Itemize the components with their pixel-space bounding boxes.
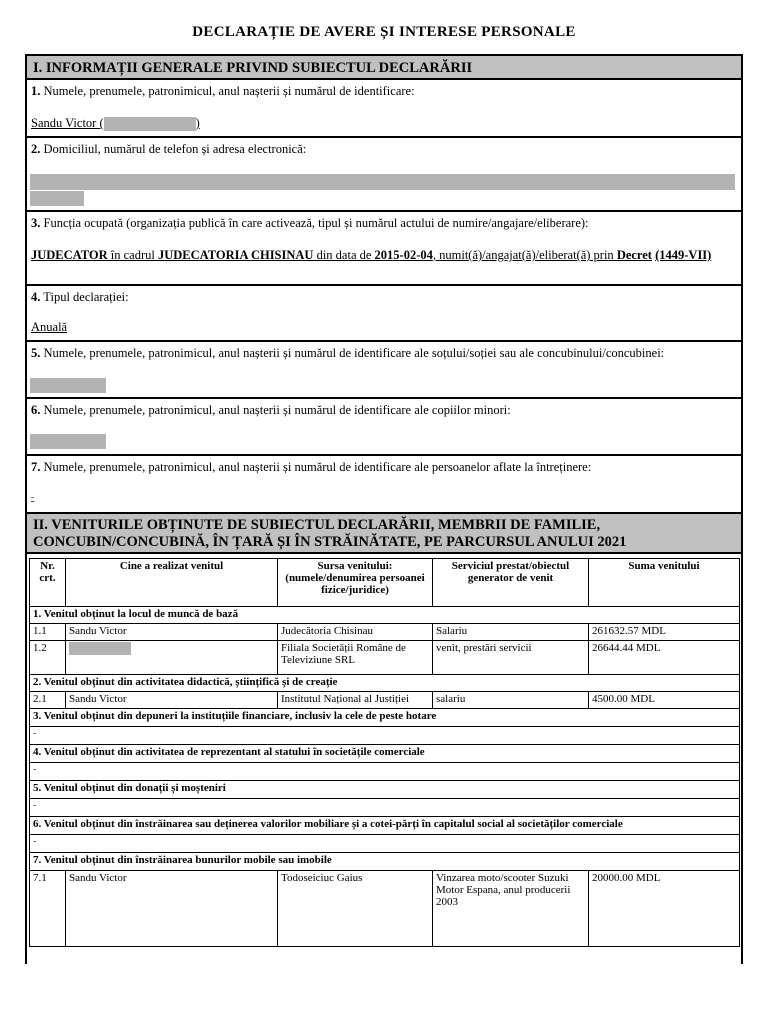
- cell-sum: 4500.00 MDL: [589, 692, 740, 709]
- q3-position: JUDECATOR: [31, 248, 108, 262]
- q6-text: Numele, prenumele, patronimicul, anul nașterii și numărul de identificare ale copiilor minori:: [40, 403, 511, 417]
- col-header-nr: Nr. crt.: [30, 559, 66, 607]
- category-3: 3. Venitul obținut din depuneri la instituțiile financiare, inclusiv la cele de peste hotare: [30, 709, 740, 727]
- col-header-who: Cine a realizat venitul: [66, 559, 278, 607]
- redacted-spouse: [30, 378, 106, 393]
- redacted-address-line2: [30, 191, 84, 206]
- q3-act-number: (1449-VII): [655, 248, 712, 262]
- category-4: 4. Venitul obținut din activitatea de reprezentant al statului în societățile comerciale: [30, 745, 740, 763]
- col-header-sum: Suma venitului: [589, 559, 740, 607]
- section-1-heading: I. INFORMAȚII GENERALE PRIVIND SUBIECTUL DECLARĂRII: [25, 54, 743, 80]
- cell-nr: 1.1: [30, 624, 66, 641]
- section-2-heading-line2: CONCUBIN/CONCUBINĂ, ÎN ȚARĂ ȘI ÎN STRĂINĂTATE, PE PARCURSUL ANULUI 2021: [33, 534, 627, 550]
- question-1: [25, 80, 743, 138]
- question-6: [25, 399, 743, 456]
- q1-text: Numele, prenumele, patronimicul, anul nașterii și numărul de identificare:: [40, 84, 415, 98]
- q1-name: Sandu Victor (: [31, 116, 104, 130]
- question-7: [25, 456, 743, 513]
- category-7: 7. Venitul obținut din înstrăinarea bunurilor mobile sau imobile: [30, 853, 740, 871]
- category-2: 2. Venitul obținut din activitatea didactică, științifică și de creație: [30, 675, 740, 692]
- category-5: 5. Venitul obținut din donații și moșteniri: [30, 781, 740, 799]
- cell-service: salariu: [433, 692, 589, 709]
- section-2-heading: [25, 512, 743, 554]
- cell-who: Sandu Victor: [66, 871, 278, 947]
- table-row: [30, 624, 740, 641]
- q1-close: ): [195, 116, 200, 130]
- q3-text: Funcția ocupată (organizația publică în care activează, tipul și numărul actului de numire/angajare/eliberare):: [40, 216, 589, 230]
- question-4: [25, 286, 743, 342]
- cell-source: Institutul Național al Justiției: [278, 692, 433, 709]
- cell-who: [66, 641, 278, 675]
- q1-answer: [31, 116, 200, 131]
- q7-text: Numele, prenumele, patronimicul, anul nașterii și numărul de identificare ale persoanelor aflate la întreținere:: [40, 460, 592, 474]
- q7-answer: -: [31, 492, 35, 503]
- cell-nr: 2.1: [30, 692, 66, 709]
- q3-in-frame: în cadrul: [107, 248, 158, 262]
- cell-service: Salariu: [433, 624, 589, 641]
- table-row: [30, 692, 740, 709]
- q2-text: Domiciliul, numărul de telefon și adresa electronică:: [40, 142, 307, 156]
- category-6: 6. Venitul obținut din înstrăinarea sau deținerea valorilor mobiliare și a cotei-părți în capitalul social al societăților comerciale: [30, 817, 740, 835]
- q3-number: 3.: [31, 216, 41, 230]
- q3-act: Decret: [616, 248, 652, 262]
- empty-row: -: [30, 799, 740, 817]
- question-2: [25, 138, 743, 212]
- cell-service: venit, prestări servicii: [433, 641, 589, 675]
- q3-date-label: din data de: [313, 248, 375, 262]
- redacted-id: [104, 117, 196, 131]
- q1-number: 1.: [31, 84, 41, 98]
- q4-number: 4.: [31, 290, 41, 304]
- q3-answer: [31, 248, 731, 263]
- cell-who: Sandu Victor: [66, 692, 278, 709]
- redacted-family-member: [69, 642, 131, 655]
- q7-number: 7.: [31, 460, 41, 474]
- cell-who: Sandu Victor: [66, 624, 278, 641]
- cell-sum: 26644.44 MDL: [589, 641, 740, 675]
- q2-number: 2.: [31, 142, 41, 156]
- empty-row: -: [30, 763, 740, 781]
- cell-sum: 20000.00 MDL: [589, 871, 740, 947]
- cell-service: Vinzarea moto/scooter Suzuki Motor Espana, anul producerii 2003: [433, 871, 589, 947]
- cell-source: Judecătoria Chisinau: [278, 624, 433, 641]
- redacted-children: [30, 434, 106, 449]
- cell-sum: 261632.57 MDL: [589, 624, 740, 641]
- question-5: [25, 342, 743, 399]
- q3-organization: JUDECATORIA CHISINAU: [157, 248, 314, 262]
- q4-answer: Anuală: [31, 320, 68, 334]
- document-title: DECLARAȚIE DE AVERE ȘI INTERESE PERSONALE: [192, 24, 576, 40]
- col-header-source: Sursa venitului: (numele/denumirea persoanei fizice/juridice): [278, 559, 433, 607]
- empty-row: -: [30, 835, 740, 853]
- col-header-service: Serviciul prestat/obiectul generator de venit: [433, 559, 589, 607]
- category-1: 1. Venitul obținut la locul de muncă de bază: [30, 607, 740, 624]
- cell-source: Todoseiciuc Gaius: [278, 871, 433, 947]
- table-row: [30, 871, 740, 947]
- q6-number: 6.: [31, 403, 41, 417]
- question-3: [25, 212, 743, 286]
- table-header-row: [30, 559, 740, 607]
- cell-nr: 1.2: [30, 641, 66, 675]
- income-table: [29, 558, 740, 947]
- q3-appointed: , numit(ă)/angajat(ă)/eliberat(ă) prin: [432, 248, 617, 262]
- q4-text: Tipul declarației:: [40, 290, 129, 304]
- q5-text: Numele, prenumele, patronimicul, anul nașterii și numărul de identificare ale soțului/soției sau ale concubinului/concubinei:: [40, 346, 665, 360]
- table-row: [30, 641, 740, 675]
- q5-number: 5.: [31, 346, 41, 360]
- cell-source: Filiala Societății Române de Televiziune SRL: [278, 641, 433, 675]
- section-2-heading-line1: II. VENITURILE OBȚINUTE DE SUBIECTUL DECLARĂRII, MEMBRII DE FAMILIE,: [33, 517, 601, 533]
- empty-row: -: [30, 727, 740, 745]
- q3-date: 2015-02-04: [374, 248, 433, 262]
- cell-nr: 7.1: [30, 871, 66, 947]
- redacted-address-line1: [30, 174, 735, 190]
